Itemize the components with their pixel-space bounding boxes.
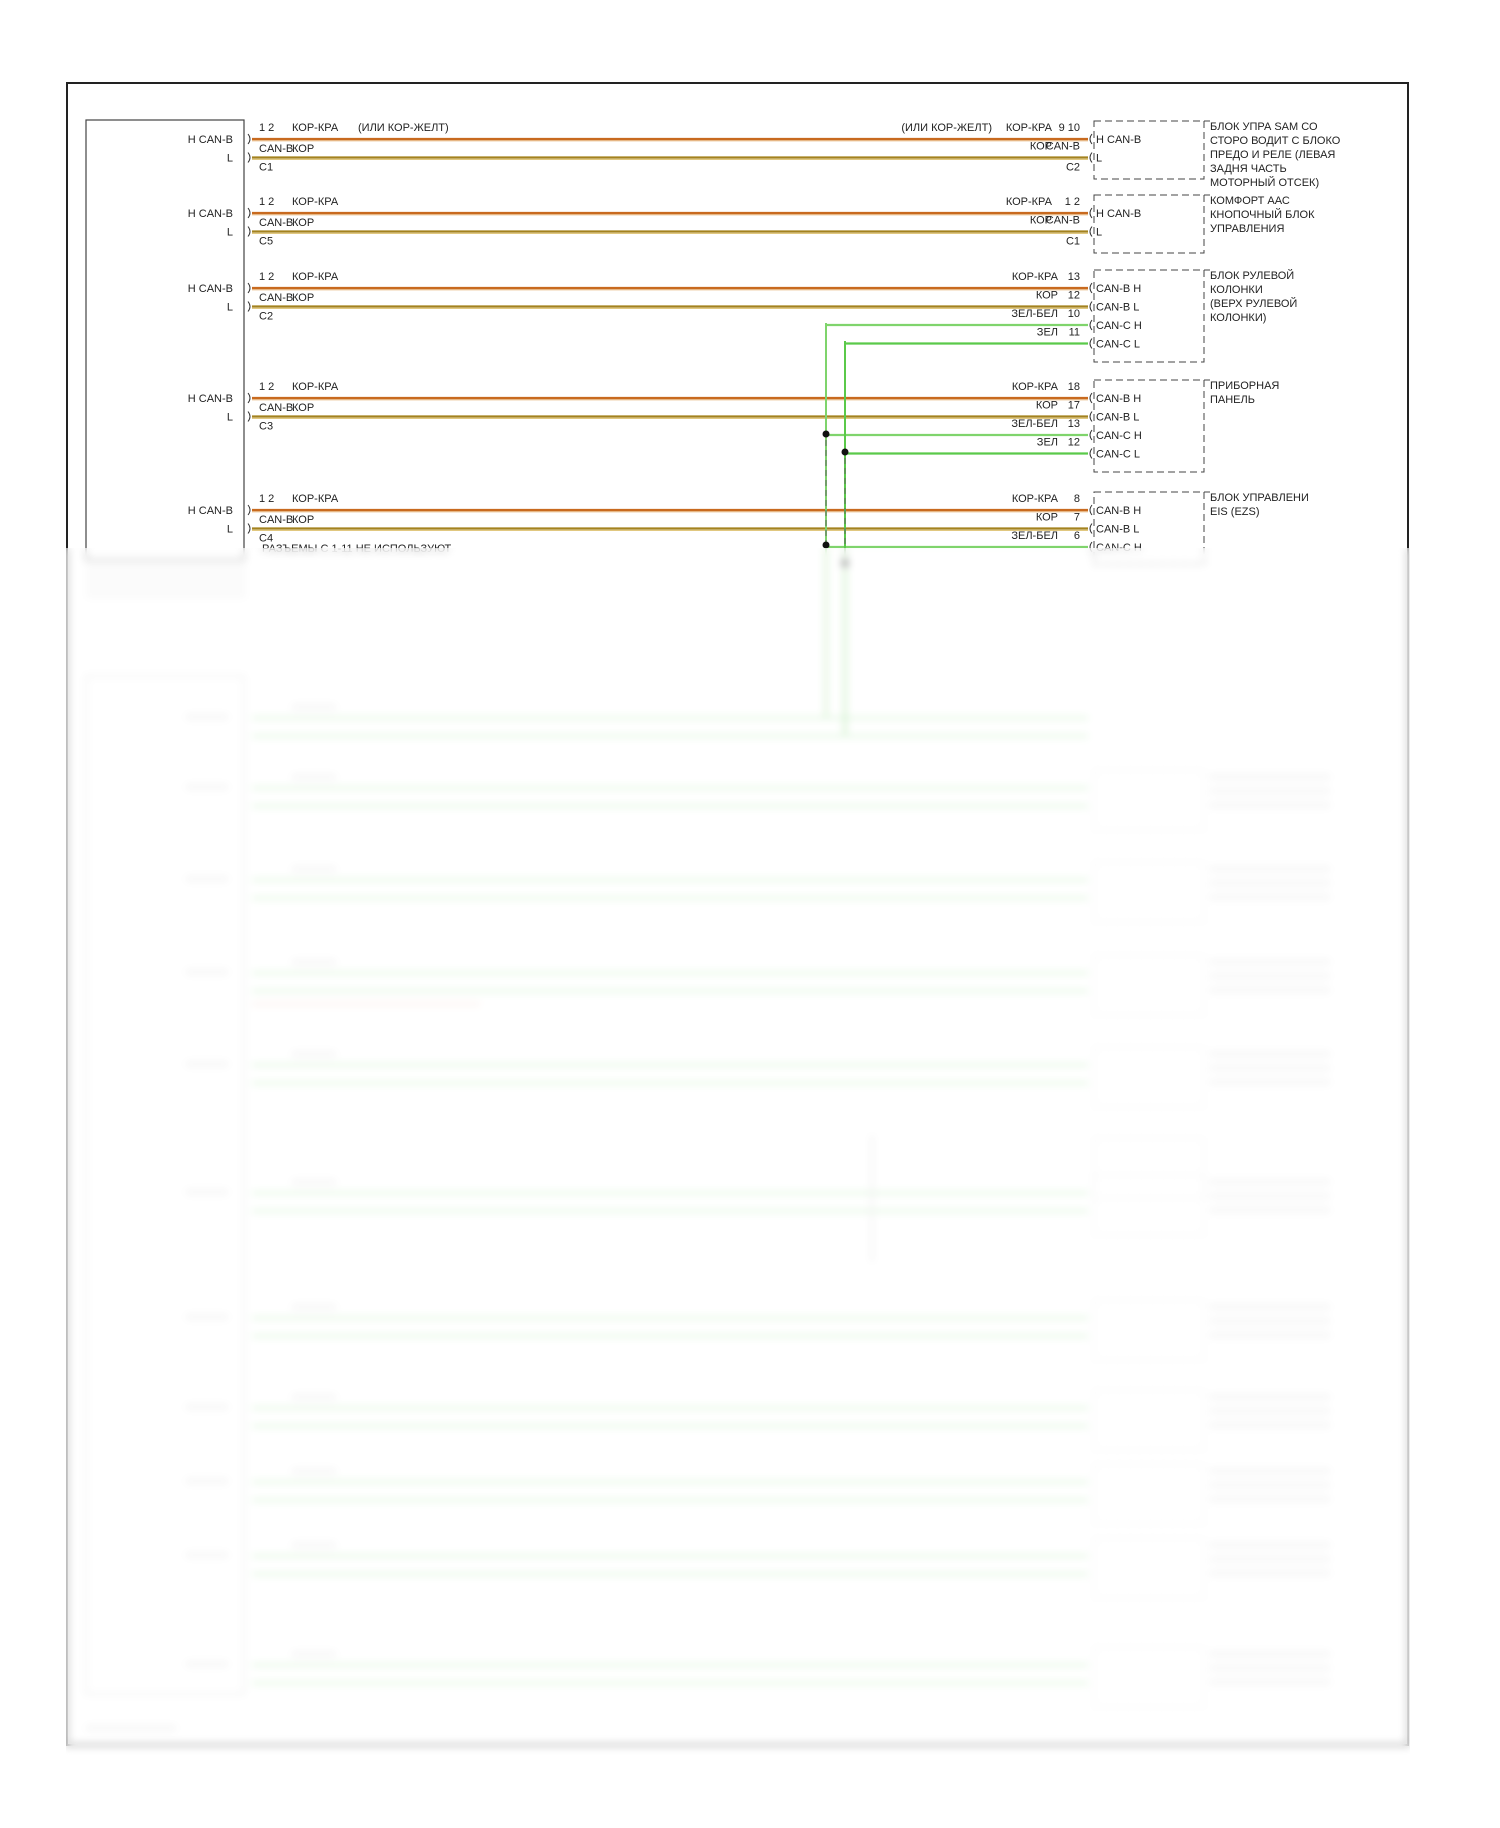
left-wire-note: (ИЛИ КОР-ЖЕЛТ) — [358, 122, 449, 134]
right-wire-color: КОР-КРА — [1011, 493, 1058, 505]
module-terminal: L — [1096, 226, 1103, 239]
module-terminal: CAN-C L — [1096, 338, 1141, 351]
module-label: УПРАВЛЕНИЯ — [1210, 223, 1285, 235]
connector-bracket — [1090, 227, 1092, 237]
connector-bracket — [248, 393, 250, 403]
connector-bracket — [248, 524, 250, 534]
right-pin: 7 — [1073, 511, 1080, 524]
connector-bracket — [1090, 208, 1092, 218]
left-pins: 1 2 — [259, 381, 275, 393]
left-l-label: L — [226, 411, 233, 424]
module-label: ПАНЕЛЬ — [1210, 394, 1255, 406]
module-terminal: CAN-C H — [1096, 430, 1142, 442]
module-box — [1094, 195, 1204, 253]
right-wire-color: ЗЕЛ — [1036, 436, 1058, 449]
right-pin: 13 — [1067, 418, 1080, 430]
module-label: МОТОРНЫЙ ОТСЕК) — [1210, 177, 1320, 189]
right-pin: 1 2 — [1064, 196, 1080, 208]
left-can-b: CAN-B — [259, 292, 294, 304]
connector-bracket — [1090, 430, 1092, 440]
connector-bracket — [1090, 339, 1092, 349]
left-kop: КОР — [292, 143, 315, 155]
right-pin: 9 10 — [1058, 122, 1080, 134]
right-pin: 13 — [1067, 271, 1080, 283]
left-connector: C3 — [259, 420, 274, 433]
left-kop: КОР — [292, 292, 315, 304]
module-terminal: CAN-C L — [1096, 448, 1141, 461]
module-terminal: CAN-B H — [1096, 283, 1142, 295]
module-label: КОЛОНКИ) — [1210, 312, 1267, 324]
left-can-b: CAN-B — [259, 514, 294, 526]
right-wire-color: ЗЕЛ-БЕЛ — [1011, 530, 1058, 542]
module-box — [1094, 121, 1204, 179]
module-terminal: CAN-B H — [1096, 393, 1142, 405]
right-wire-color: ЗЕЛ — [1036, 326, 1058, 339]
left-can-b: CAN-B — [259, 402, 294, 414]
connector-bracket — [248, 412, 250, 422]
right-pin: CAN-B — [1045, 214, 1080, 227]
right-wire-color: КОР-КРА — [1011, 381, 1058, 393]
connector-bracket — [1090, 505, 1092, 515]
module-terminal: CAN-B L — [1096, 301, 1140, 314]
gateway-module-box — [86, 120, 244, 560]
module-terminal: CAN-B H — [1096, 505, 1142, 517]
right-wire-color: КОР-КРА — [1005, 196, 1052, 208]
module-label: (ВЕРХ РУЛЕВОЙ — [1210, 298, 1298, 310]
right-wire-color: КОР — [1035, 399, 1058, 412]
left-can-b: CAN-B — [259, 217, 294, 229]
right-connector: C1 — [1065, 235, 1080, 248]
connector-bracket — [248, 227, 250, 237]
module-terminal: CAN-B L — [1096, 523, 1140, 536]
connector-bracket — [248, 153, 250, 163]
connector-bracket — [1090, 412, 1092, 422]
connector-bracket — [1090, 393, 1092, 403]
connector-bracket — [248, 302, 250, 312]
connector-bracket — [1090, 302, 1092, 312]
module-label: EIS (EZS) — [1210, 506, 1260, 518]
right-pin: 11 — [1068, 326, 1080, 339]
connector-bracket — [248, 134, 250, 144]
left-l-label: L — [226, 301, 233, 314]
left-pins: 1 2 — [259, 271, 275, 283]
right-pin: 12 — [1067, 436, 1080, 449]
connector-bracket — [248, 208, 250, 218]
right-pin: 17 — [1067, 399, 1080, 412]
right-wire-color: КОР — [1035, 511, 1058, 524]
left-h-label: H CAN-B — [187, 283, 233, 295]
right-connector: C2 — [1065, 161, 1080, 174]
module-label: ЗАДНЯ ЧАСТЬ — [1210, 163, 1287, 175]
left-connector: C5 — [259, 235, 274, 248]
right-pin: 6 — [1073, 530, 1080, 542]
module-terminal: CAN-B L — [1096, 411, 1140, 424]
connector-bracket — [1090, 524, 1092, 534]
right-wire-color: КОР — [1035, 289, 1058, 302]
right-wire-color: КОР-КРА — [1011, 271, 1058, 283]
left-h-label: H CAN-B — [187, 505, 233, 517]
left-l-label: L — [226, 152, 233, 165]
left-wire-color: КОР-КРА — [292, 271, 339, 283]
right-wire-color: ЗЕЛ-БЕЛ — [1011, 418, 1058, 430]
module-label: СТОРО ВОДИТ С БЛОКО — [1210, 135, 1341, 147]
right-pin: 8 — [1073, 493, 1080, 505]
left-connector: C4 — [259, 532, 274, 545]
left-wire-color: КОР-КРА — [292, 196, 339, 208]
left-wire-color: КОР-КРА — [292, 493, 339, 505]
left-pins: 1 2 — [259, 122, 275, 134]
module-terminal: H CAN-B — [1096, 208, 1142, 220]
module-terminal: L — [1096, 152, 1103, 165]
right-pin: 12 — [1067, 289, 1080, 302]
module-label: КОМФОРТ ААС — [1210, 195, 1290, 207]
right-wire-note: (ИЛИ КОР-ЖЕЛТ) — [901, 122, 992, 134]
right-wire-color: КОР — [1029, 140, 1052, 153]
module-label: ПРЕДО И РЕЛЕ (ЛЕВАЯ — [1210, 149, 1336, 161]
module-terminal: CAN-C H — [1096, 320, 1142, 332]
right-wire-color: КОР — [1029, 214, 1052, 227]
connector-bracket — [1090, 449, 1092, 459]
module-label: БЛОК РУЛЕВОЙ — [1210, 270, 1295, 282]
left-kop: КОР — [292, 402, 315, 414]
left-l-label: L — [226, 523, 233, 536]
left-wire-color: КОР-КРА — [292, 122, 339, 134]
left-kop: КОР — [292, 514, 315, 526]
module-terminal: H CAN-B — [1096, 134, 1142, 146]
module-label: БЛОК УПРА SAM СО — [1210, 121, 1318, 133]
connector-bracket — [248, 505, 250, 515]
left-kop: КОР — [292, 217, 315, 229]
connector-bracket — [1090, 153, 1092, 163]
module-label: БЛОК УПРАВЛЕНИ — [1210, 492, 1309, 504]
left-wire-color: КОР-КРА — [292, 381, 339, 393]
left-h-label: H CAN-B — [187, 134, 233, 146]
right-pin: 10 — [1067, 308, 1080, 320]
left-pins: 1 2 — [259, 196, 275, 208]
left-can-b: CAN-B — [259, 143, 294, 155]
right-pin: 18 — [1067, 381, 1080, 393]
splice-dot — [823, 431, 830, 438]
connector-bracket — [1090, 134, 1092, 144]
left-h-label: H CAN-B — [187, 393, 233, 405]
connector-bracket — [1090, 320, 1092, 330]
module-label: КНОПОЧНЫЙ БЛОК — [1210, 209, 1315, 221]
left-connector: C2 — [259, 310, 274, 323]
connector-bracket — [248, 283, 250, 293]
right-pin: CAN-B — [1045, 140, 1080, 153]
left-pins: 1 2 — [259, 493, 275, 505]
left-connector: C1 — [259, 161, 274, 174]
module-label: КОЛОНКИ — [1210, 284, 1263, 296]
module-label: ПРИБОРНАЯ — [1210, 380, 1280, 392]
connector-bracket — [1090, 283, 1092, 293]
right-wire-color: КОР-КРА — [1005, 122, 1052, 134]
left-l-label: L — [226, 226, 233, 239]
right-wire-color: ЗЕЛ-БЕЛ — [1011, 308, 1058, 320]
splice-dot — [842, 449, 849, 456]
left-h-label: H CAN-B — [187, 208, 233, 220]
blurred-region — [66, 548, 1410, 1760]
